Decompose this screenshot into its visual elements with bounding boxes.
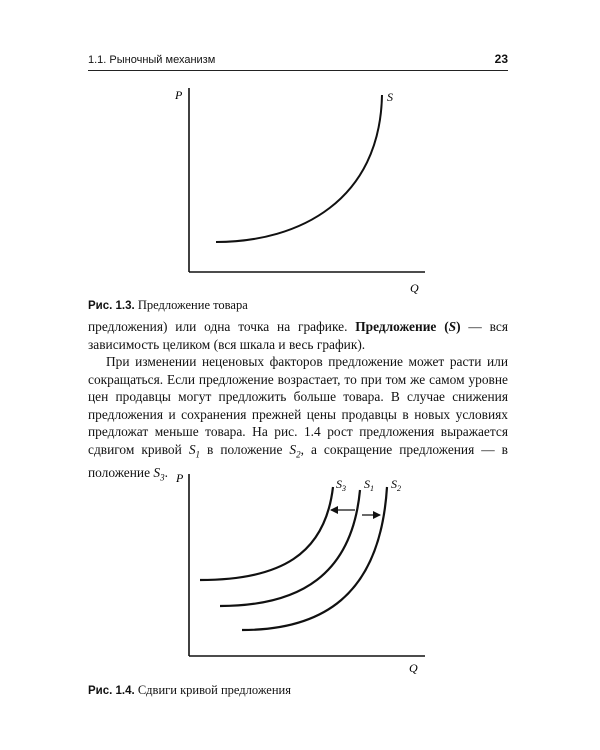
y-axis-label: P	[175, 88, 183, 102]
text-span: .	[164, 464, 168, 480]
text-span: в положение	[200, 441, 290, 457]
text-span: , а сокращение предложения — в положение	[88, 441, 508, 480]
term-text: Предложение (	[355, 319, 449, 334]
page-number: 23	[494, 52, 508, 66]
symbol-subscript: 2	[296, 449, 301, 460]
supply-curve-s2	[242, 487, 387, 630]
text-span: предложения) или одна точка на графике.	[88, 319, 356, 334]
symbol-letter: S	[188, 441, 196, 457]
text-span: — вся зависимость целиком (вся шкала и весь график).	[88, 319, 508, 352]
curve-label-s2: $S_2$	[391, 477, 401, 493]
section-title: 1.1. Рыночный механизм	[88, 54, 216, 66]
x-axis-label: Q	[409, 661, 418, 675]
curve-label-s1: $S_1$	[364, 477, 374, 493]
supply-curve-s1	[220, 490, 360, 606]
supply-curve-label: S	[387, 90, 393, 104]
x-axis-label: Q	[410, 281, 419, 295]
term-end: )	[456, 319, 461, 334]
symbol-letter: S	[153, 464, 161, 480]
figure-caption-2	[88, 683, 291, 698]
symbol-letter: S	[289, 441, 297, 457]
supply-curve-s3	[200, 487, 333, 580]
caption-text: Сдвиги кривой предложения	[137, 683, 291, 697]
caption-number: Рис. 1.4.	[88, 685, 135, 697]
caption-number: Рис. 1.3.	[88, 300, 135, 312]
term-symbol: S	[448, 319, 457, 334]
caption-text: Предложение товара	[137, 298, 248, 312]
symbol-subscript: 1	[195, 449, 201, 460]
y-axis-label: P	[176, 471, 184, 485]
symbol-subscript: 3	[160, 472, 165, 483]
text-span: При изменении неценовых факторов предложение может расти или сокращаться. Если предложение возрастает, то при том же самом уровне цен продавцы могут предложить больше товара. В случае снижения предложения и сохранения прежней цены продавцы в новых условиях предложат меньше товара. На рис. 1.4 рост предложения выражается сдвигом кривой	[88, 354, 508, 457]
curve-label-s3: $S_3$	[336, 477, 346, 493]
